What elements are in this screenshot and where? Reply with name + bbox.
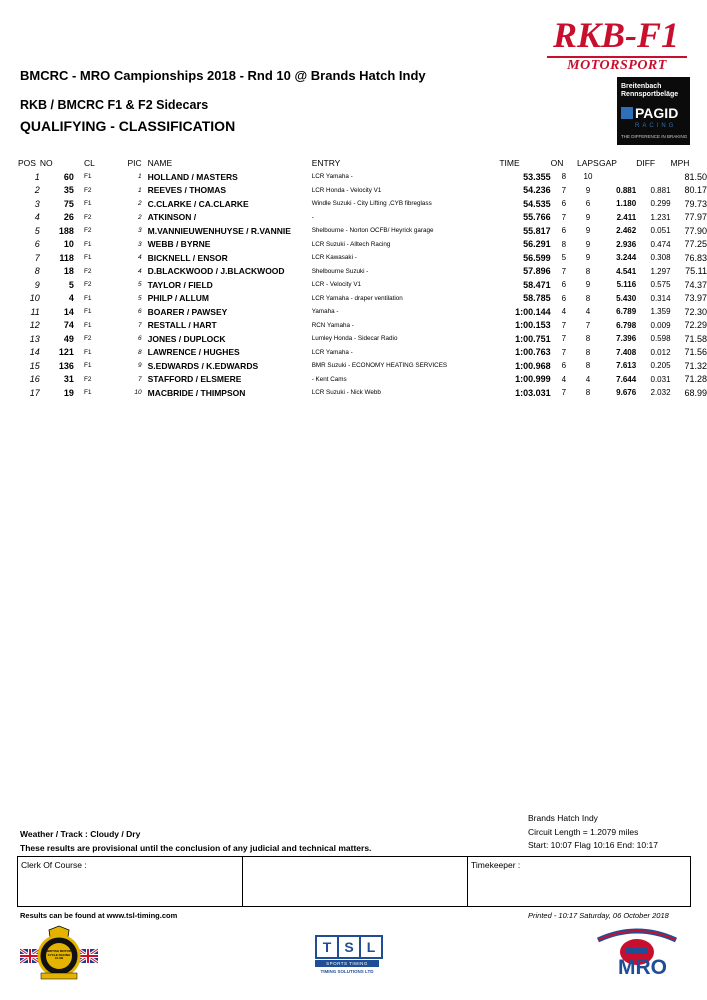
cell-laps: 9 bbox=[585, 185, 591, 195]
col-on: ON bbox=[550, 157, 564, 168]
cell-gap: 2.411 bbox=[616, 212, 637, 222]
cell-diff: 0.575 bbox=[650, 280, 671, 290]
rkb-logo-sub: MOTORSPORT bbox=[547, 56, 687, 74]
cell-mph: 72.30 bbox=[684, 306, 707, 317]
cell-pic: 5 bbox=[138, 281, 142, 289]
cell-gap: 3.244 bbox=[616, 253, 637, 263]
table-row bbox=[18, 211, 707, 225]
col-no: NO bbox=[39, 157, 53, 168]
cell-on: 7 bbox=[561, 334, 567, 344]
cell-pic: 6 bbox=[138, 335, 142, 343]
cell-name: C.CLARKE / CA.CLARKE bbox=[147, 198, 249, 209]
cell-entry: - Kent Cams bbox=[311, 375, 347, 383]
col-time: TIME bbox=[499, 157, 520, 168]
cell-gap: 2.462 bbox=[616, 226, 637, 236]
cell-on: 6 bbox=[561, 293, 567, 303]
cell-mph: 71.28 bbox=[684, 374, 707, 385]
cell-no: 26 bbox=[63, 212, 74, 223]
cell-cl: F1 bbox=[83, 389, 92, 397]
cell-diff: 2.032 bbox=[650, 388, 671, 398]
timekeeper-cell bbox=[468, 857, 690, 906]
tsl-letter-t: T bbox=[315, 935, 339, 959]
cell-no: 136 bbox=[58, 360, 74, 371]
col-diff: DIFF bbox=[636, 157, 656, 168]
cell-pic: 5 bbox=[138, 294, 142, 302]
cell-on: 7 bbox=[561, 320, 567, 330]
cell-diff: 1.297 bbox=[650, 266, 671, 276]
tsl-letter-l: L bbox=[359, 935, 383, 959]
cell-cl: F2 bbox=[83, 267, 92, 275]
col-pos: POS bbox=[18, 157, 36, 168]
cell-pic: 3 bbox=[138, 227, 142, 235]
cell-diff: 0.598 bbox=[650, 334, 671, 344]
union-flag-left-icon bbox=[20, 949, 40, 963]
cell-mph: 68.99 bbox=[684, 387, 707, 398]
cell-time: 58.471 bbox=[523, 279, 551, 290]
timekeeper-label: Timekeeper : bbox=[471, 860, 521, 870]
track-name: Brands Hatch Indy bbox=[528, 813, 598, 823]
pagid-sponsor-logo bbox=[617, 77, 690, 145]
cell-name: BOARER / PAWSEY bbox=[147, 306, 228, 317]
union-flag-right-icon bbox=[78, 949, 98, 963]
cell-diff: 0.308 bbox=[650, 253, 671, 263]
tsl-sub: TIMING SOLUTIONS LTD bbox=[320, 969, 374, 974]
cell-pos: 4 bbox=[34, 212, 40, 223]
cell-name: TAYLOR / FIELD bbox=[147, 279, 213, 290]
results-url: Results can be found at www.tsl-timing.com bbox=[20, 911, 178, 920]
cell-gap: 7.408 bbox=[616, 347, 637, 357]
cell-on: 6 bbox=[561, 361, 567, 371]
cell-pos: 3 bbox=[34, 198, 40, 209]
cell-name: REEVES / THOMAS bbox=[147, 185, 227, 196]
mro-text: MRO bbox=[618, 956, 667, 979]
cell-name: JONES / DUPLOCK bbox=[147, 333, 226, 344]
cell-pos: 15 bbox=[29, 360, 40, 371]
cell-laps: 8 bbox=[585, 388, 591, 398]
cell-diff: 0.881 bbox=[650, 185, 671, 195]
cell-entry: LCR - Velocity V1 bbox=[311, 281, 362, 289]
cell-pic: 4 bbox=[138, 254, 142, 262]
cell-name: ATKINSON / bbox=[147, 212, 197, 223]
cell-no: 31 bbox=[63, 374, 74, 385]
cell-gap: 9.676 bbox=[616, 388, 637, 398]
cell-mph: 77.97 bbox=[684, 212, 707, 223]
cell-name: RESTALL / HART bbox=[147, 320, 217, 331]
cell-time: 1:00.763 bbox=[515, 347, 551, 358]
cell-gap: 6.798 bbox=[616, 320, 637, 330]
rkb-f1-logo bbox=[545, 14, 693, 76]
cell-entry: LCR Yamaha - draper ventilation bbox=[311, 294, 403, 302]
cell-pos: 10 bbox=[29, 293, 40, 304]
cell-entry: Lumley Honda - Sidecar Radio bbox=[311, 335, 398, 343]
sponsor-name: Breitenbach Rennsportbeläge bbox=[621, 83, 679, 98]
cell-pic: 10 bbox=[134, 389, 142, 397]
cell-laps: 9 bbox=[585, 212, 591, 222]
mro-logo bbox=[588, 928, 686, 983]
col-entry: ENTRY bbox=[311, 157, 341, 168]
cell-entry: LCR Suzuki - Nick Webb bbox=[311, 389, 381, 397]
cell-on: 6 bbox=[561, 226, 567, 236]
cell-gap: 2.936 bbox=[616, 239, 637, 249]
cell-pic: 4 bbox=[138, 267, 142, 275]
cell-gap: 7.613 bbox=[616, 361, 637, 371]
cell-pic: 7 bbox=[138, 321, 142, 329]
cell-pic: 3 bbox=[138, 240, 142, 248]
weather-info: Weather / Track : Cloudy / Dry bbox=[20, 829, 141, 839]
cell-name: PHILP / ALLUM bbox=[147, 293, 210, 304]
cell-no: 14 bbox=[63, 306, 74, 317]
col-mph: MPH bbox=[670, 157, 690, 168]
cell-pic: 9 bbox=[138, 362, 142, 370]
cell-name: S.EDWARDS / K.EDWARDS bbox=[147, 360, 259, 371]
cell-name: HOLLAND / MASTERS bbox=[147, 171, 238, 182]
table-row bbox=[18, 238, 707, 252]
cell-on: 8 bbox=[561, 239, 567, 249]
cell-entry: LCR Suzuki - Alltech Racing bbox=[311, 240, 391, 248]
cell-cl: F1 bbox=[83, 321, 92, 329]
cell-pos: 5 bbox=[34, 225, 40, 236]
cell-gap: 5.116 bbox=[616, 280, 637, 290]
cell-entry: Yamaha - bbox=[311, 308, 339, 316]
cell-no: 74 bbox=[63, 320, 74, 331]
cell-cl: F1 bbox=[83, 173, 92, 181]
cell-pic: 2 bbox=[138, 200, 142, 208]
cell-mph: 76.83 bbox=[684, 252, 707, 263]
bmcrc-logo bbox=[20, 925, 98, 983]
clerk-label: Clerk Of Course : bbox=[21, 860, 87, 870]
cell-laps: 9 bbox=[585, 226, 591, 236]
cell-pos: 13 bbox=[29, 333, 40, 344]
signature-box bbox=[17, 856, 691, 907]
cell-no: 121 bbox=[58, 347, 74, 358]
cell-time: 56.291 bbox=[523, 239, 551, 250]
cell-gap: 1.180 bbox=[616, 199, 637, 209]
results-table bbox=[18, 155, 707, 400]
cell-on: 7 bbox=[561, 266, 567, 276]
col-pic: PIC bbox=[127, 157, 142, 168]
cell-entry: LCR Yamaha - bbox=[311, 173, 353, 181]
cell-on: 7 bbox=[561, 212, 567, 222]
cell-time: 1:00.144 bbox=[515, 306, 551, 317]
cell-gap: 5.430 bbox=[616, 293, 637, 303]
cell-laps: 9 bbox=[585, 253, 591, 263]
cell-laps: 8 bbox=[585, 293, 591, 303]
cell-entry: LCR Yamaha - bbox=[311, 348, 353, 356]
cell-time: 1:00.153 bbox=[515, 320, 551, 331]
provisional-notice: These results are provisional until the conclusion of any judicial and technical matters. bbox=[20, 843, 372, 853]
tsl-logo bbox=[312, 935, 382, 980]
cell-entry: LCR Kawasaki - bbox=[311, 254, 357, 262]
cell-time: 1:00.968 bbox=[515, 360, 551, 371]
cell-no: 19 bbox=[63, 387, 74, 398]
cell-diff: 0.009 bbox=[650, 320, 671, 330]
table-row bbox=[18, 319, 707, 333]
cell-diff: 0.031 bbox=[650, 374, 671, 384]
cell-cl: F2 bbox=[83, 213, 92, 221]
cell-mph: 71.32 bbox=[684, 360, 707, 371]
cell-entry: Shelbourne - Norton OCFB/ Heyrick garage bbox=[311, 227, 434, 235]
clerk-cell bbox=[18, 857, 243, 906]
table-row bbox=[18, 305, 707, 319]
cell-laps: 9 bbox=[585, 239, 591, 249]
cell-entry: BMR Suzuki - ECONOMY HEATING SERVICES bbox=[311, 362, 448, 370]
sponsor-tagline: THE DIFFERENCE IN BRAKING bbox=[621, 134, 688, 139]
cell-pos: 2 bbox=[34, 185, 40, 196]
cell-name: M.VANNIEUWENHUYSE / R.VANNIE bbox=[147, 225, 291, 236]
table-row bbox=[18, 346, 707, 360]
col-laps: LAPS bbox=[576, 157, 599, 168]
cell-diff: 1.231 bbox=[650, 212, 671, 222]
cell-pos: 17 bbox=[29, 387, 40, 398]
cell-mph: 74.37 bbox=[684, 279, 707, 290]
cell-diff: 0.012 bbox=[650, 347, 671, 357]
cell-pic: 1 bbox=[138, 173, 142, 181]
sponsor-brand: PAGID bbox=[621, 105, 678, 121]
cell-gap: 7.396 bbox=[616, 334, 637, 344]
cell-entry: Shelbourne Suzuki - bbox=[311, 267, 369, 275]
cell-laps: 8 bbox=[585, 361, 591, 371]
cell-cl: F1 bbox=[83, 308, 92, 316]
cell-cl: F2 bbox=[83, 227, 92, 235]
col-cl: CL bbox=[83, 157, 95, 168]
cell-no: 10 bbox=[63, 239, 74, 250]
cell-laps: 7 bbox=[585, 320, 591, 330]
cell-time: 1:00.999 bbox=[515, 374, 551, 385]
cell-no: 188 bbox=[58, 225, 74, 236]
cell-pos: 6 bbox=[34, 239, 40, 250]
cell-laps: 8 bbox=[585, 347, 591, 357]
cell-cl: F2 bbox=[83, 375, 92, 383]
tsl-bar: SPORTS TIMING bbox=[315, 960, 379, 967]
cell-diff: 0.299 bbox=[650, 199, 671, 209]
sponsor-racing: RACING bbox=[635, 123, 677, 129]
cell-gap: 0.881 bbox=[616, 185, 637, 195]
tsl-letter-s: S bbox=[337, 935, 361, 959]
cell-cl: F1 bbox=[83, 240, 92, 248]
cell-no: 75 bbox=[63, 198, 74, 209]
event-title: BMCRC - MRO Campionships 2018 - Rnd 10 @ Brands Hatch Indy bbox=[20, 68, 426, 83]
table-row bbox=[18, 265, 707, 279]
cell-cl: F1 bbox=[83, 294, 92, 302]
cell-on: 4 bbox=[561, 307, 567, 317]
blank-cell bbox=[243, 857, 468, 906]
cell-laps: 6 bbox=[585, 199, 591, 209]
table-row bbox=[18, 224, 707, 238]
cell-pic: 8 bbox=[138, 348, 142, 356]
table-header-row bbox=[18, 155, 707, 170]
table-row bbox=[18, 197, 707, 211]
cell-mph: 77.25 bbox=[684, 239, 707, 250]
cell-on: 7 bbox=[561, 388, 567, 398]
cell-diff bbox=[636, 170, 670, 184]
cell-laps: 4 bbox=[585, 374, 591, 384]
cell-no: 118 bbox=[59, 252, 74, 263]
session-times: Start: 10:07 Flag 10:16 End: 10:17 bbox=[528, 840, 658, 850]
cell-time: 53.355 bbox=[523, 171, 551, 182]
cell-cl: F1 bbox=[83, 200, 92, 208]
cell-time: 55.766 bbox=[523, 212, 551, 223]
cell-diff: 0.205 bbox=[650, 361, 671, 371]
track-info bbox=[528, 812, 658, 853]
cell-name: D.BLACKWOOD / J.BLACKWOOD bbox=[147, 266, 285, 277]
cell-laps: 4 bbox=[585, 307, 591, 317]
cell-on: 6 bbox=[561, 280, 567, 290]
cell-diff: 0.051 bbox=[650, 226, 671, 236]
cell-pic: 7 bbox=[138, 375, 142, 383]
table-row bbox=[18, 373, 707, 387]
class-title: RKB / BMCRC F1 & F2 Sidecars bbox=[20, 98, 209, 112]
cell-time: 55.817 bbox=[523, 225, 551, 236]
cell-laps: 9 bbox=[585, 280, 591, 290]
table-row bbox=[18, 292, 707, 306]
col-name: NAME bbox=[147, 157, 173, 168]
cell-name: STAFFORD / ELSMERE bbox=[147, 374, 242, 385]
cell-pos: 11 bbox=[30, 306, 40, 317]
cell-pos: 1 bbox=[34, 171, 40, 182]
cell-mph: 77.90 bbox=[684, 225, 707, 236]
cell-mph: 71.58 bbox=[684, 333, 707, 344]
table-row bbox=[18, 278, 707, 292]
cell-entry: Windle Suzuki - City Lifting ,CYB fibreglass bbox=[311, 200, 432, 208]
cell-mph: 81.50 bbox=[684, 171, 707, 182]
cell-pos: 12 bbox=[29, 320, 40, 331]
cell-mph: 80.17 bbox=[684, 185, 707, 196]
cell-no: 5 bbox=[68, 279, 74, 290]
session-title: QUALIFYING - CLASSIFICATION bbox=[20, 118, 236, 134]
cell-pic: 6 bbox=[138, 308, 142, 316]
cell-entry: LCR Honda - Velocity V1 bbox=[311, 186, 382, 194]
cell-mph: 75.11 bbox=[685, 266, 707, 277]
cell-name: BICKNELL / ENSOR bbox=[147, 252, 228, 263]
cell-time: 54.535 bbox=[523, 198, 551, 209]
table-row bbox=[18, 184, 707, 198]
bmcrc-text: BRITISH MOTOR CYCLE RACING CLUB bbox=[47, 949, 71, 960]
cell-no: 4 bbox=[68, 293, 74, 304]
cell-pos: 8 bbox=[34, 266, 40, 277]
cell-mph: 71.56 bbox=[684, 347, 707, 358]
cell-pic: 1 bbox=[138, 186, 142, 194]
cell-pos: 16 bbox=[29, 374, 40, 385]
cell-time: 54.236 bbox=[523, 185, 551, 196]
cell-cl: F2 bbox=[83, 281, 92, 289]
circuit-length: Circuit Length = 1.2079 miles bbox=[528, 826, 639, 837]
cell-no: 60 bbox=[63, 171, 74, 182]
pagid-mark-icon bbox=[621, 107, 633, 119]
cell-cl: F1 bbox=[83, 254, 92, 262]
table-row bbox=[18, 386, 707, 400]
cell-time: 57.896 bbox=[523, 266, 551, 277]
cell-on: 7 bbox=[561, 347, 567, 357]
cell-diff: 1.359 bbox=[650, 307, 671, 317]
results-body bbox=[18, 170, 707, 400]
table-row bbox=[18, 251, 707, 265]
cell-entry: RCN Yamaha - bbox=[311, 321, 354, 329]
cell-cl: F1 bbox=[83, 362, 92, 370]
cell-cl: F1 bbox=[83, 348, 92, 356]
cell-entry: - bbox=[311, 213, 314, 221]
cell-time: 58.785 bbox=[523, 293, 551, 304]
cell-pic: 2 bbox=[138, 213, 142, 221]
cell-no: 49 bbox=[63, 333, 74, 344]
cell-time: 1:03.031 bbox=[515, 387, 551, 398]
cell-gap: 6.789 bbox=[616, 307, 637, 317]
cell-diff: 0.314 bbox=[650, 293, 671, 303]
cell-name: MACBRIDE / THIMPSON bbox=[147, 387, 246, 398]
cell-mph: 73.97 bbox=[684, 293, 707, 304]
col-gap: GAP bbox=[598, 157, 617, 168]
cell-laps: 8 bbox=[585, 334, 591, 344]
cell-on: 8 bbox=[561, 172, 567, 182]
table-row bbox=[18, 332, 707, 346]
table-row bbox=[18, 359, 707, 373]
cell-pos: 9 bbox=[34, 279, 40, 290]
cell-diff: 0.474 bbox=[650, 239, 671, 249]
cell-pos: 7 bbox=[34, 252, 40, 263]
rkb-logo-main: RKB-F1 bbox=[553, 15, 680, 55]
cell-on: 7 bbox=[561, 185, 567, 195]
cell-gap: 4.541 bbox=[616, 266, 637, 276]
cell-gap bbox=[599, 170, 636, 184]
cell-on: 5 bbox=[561, 253, 567, 263]
cell-on: 6 bbox=[561, 199, 567, 209]
table-row bbox=[18, 170, 707, 184]
cell-gap: 7.644 bbox=[616, 374, 637, 384]
cell-cl: F2 bbox=[83, 186, 92, 194]
cell-pos: 14 bbox=[29, 347, 40, 358]
cell-time: 1:00.751 bbox=[515, 333, 551, 344]
cell-mph: 72.29 bbox=[684, 320, 707, 331]
cell-no: 18 bbox=[63, 266, 74, 277]
cell-no: 35 bbox=[63, 185, 74, 196]
cell-time: 56.599 bbox=[523, 252, 551, 263]
cell-name: LAWRENCE / HUGHES bbox=[147, 347, 240, 358]
printed-timestamp: Printed - 10:17 Saturday, 06 October 2018 bbox=[528, 911, 669, 920]
cell-laps: 10 bbox=[583, 172, 593, 182]
cell-on: 4 bbox=[561, 374, 567, 384]
cell-laps: 8 bbox=[585, 266, 591, 276]
cell-mph: 79.73 bbox=[684, 198, 707, 209]
cell-cl: F2 bbox=[83, 335, 92, 343]
cell-name: WEBB / BYRNE bbox=[147, 239, 211, 250]
